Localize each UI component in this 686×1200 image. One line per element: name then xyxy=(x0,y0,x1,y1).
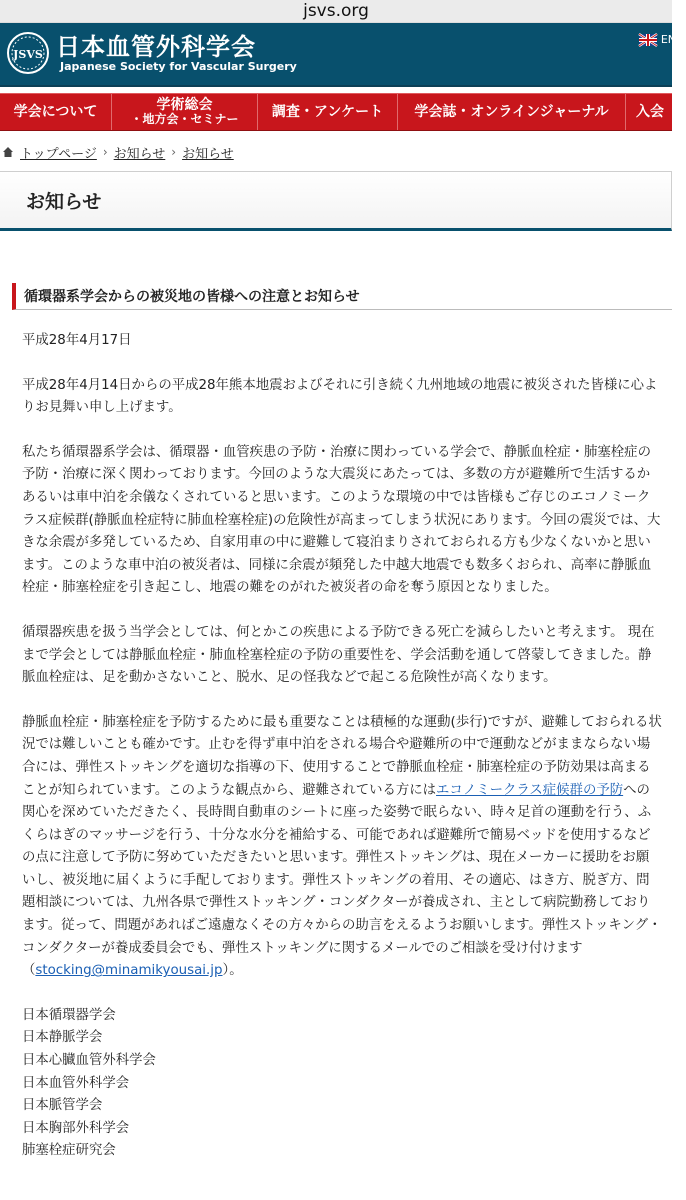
jsvs-logo-icon[interactable] xyxy=(6,31,50,75)
chevron-right-icon: › xyxy=(102,145,108,159)
org-list xyxy=(22,1005,662,1163)
economy-class-link[interactable]: エコノミークラス症候群の予防 xyxy=(436,782,624,798)
chevron-right-icon: › xyxy=(171,145,177,159)
list-item: 日本循環器学会 xyxy=(22,1007,116,1023)
nav-about-label: 学会について xyxy=(13,104,98,120)
email-link[interactable]: stocking@minamikyousai.jp xyxy=(35,963,223,979)
url-text: jsvs.org xyxy=(303,1,369,21)
browser-url-bar[interactable] xyxy=(0,0,672,23)
nav-meetings-sub: ・地方会・セミナー xyxy=(130,112,239,126)
site-title-en: Japanese Society for Vascular Surgery xyxy=(60,60,297,73)
paragraph-1: 平成28年4月14日からの平成28年熊本地震およびそれに引き続く九州地域の地震に被災された皆様に心よりお見舞い申し上げます。 xyxy=(22,377,658,416)
paragraph-4-text-a: 静脈血栓症・肺塞栓症を予防するために最も重要なことは積極的な運動(歩行)ですが、避難しておられる状況では難しいことも確かです。止むを得ず車中泊をされる場合や避難所の中で運動などがままならない場合には、弾性ストッキングを適切な指導の下、使用することで静脈血栓症・肺塞栓症の予防効果は高まることが知られています。このような観点から、避難されている方には xyxy=(22,714,662,798)
list-item: 日本静脈学会 xyxy=(22,1030,103,1046)
list-item: 日本血管外科学会 xyxy=(22,1075,130,1091)
nav-meetings-label: 学術総会 xyxy=(156,97,213,113)
list-item: 日本胸部外科学会 xyxy=(22,1120,130,1136)
global-nav xyxy=(0,93,672,131)
list-item: 日本脈管学会 xyxy=(22,1098,103,1114)
breadcrumb-current[interactable]: お知らせ xyxy=(182,146,234,162)
nav-journal[interactable] xyxy=(398,94,626,130)
article-date: 平成28年4月17日 xyxy=(22,333,132,348)
uk-flag-icon xyxy=(639,34,657,46)
article-body xyxy=(0,330,672,1163)
lang-label: EN xyxy=(660,33,676,46)
paragraph-2: 私たち循環器系学会は、循環器・血管疾患の予防・治療に関わっている学会で、静脈血栓症・肺塞栓症の予防・治療に深く関わっております。今回のような大震災にあたっては、多数の方が避難所で生活するかあるいは車中泊を余儀なくされていると思います。このような環境の中では皆様もご存じのエコノミークラス症候群(静脈血栓症特に肺血栓塞栓症)の危険性が高まってしまう状況にあります。今回の震災では、大きな余震が多発しているため、自家用車の中に避難して寝泊まりされておられる方も少なくないかと思います。このような車中泊の被災者は、同様に余震が頻発した中越大地震でも数多くおられ、高率に静脈血栓症・肺塞栓症を引き起こし、地震の難をのがれた被災者の命を奪う原因となりました。 xyxy=(22,444,661,596)
nav-about[interactable] xyxy=(0,94,112,130)
nav-join[interactable] xyxy=(626,94,686,130)
breadcrumb-home[interactable]: トップページ xyxy=(20,146,97,162)
nav-join-label: 入会 xyxy=(636,104,664,120)
paragraph-4-text-b: への関心を深めていただきたく、長時間自動車のシートに座った姿勢で眠らない、時々足首の運動を行う、ふくらはぎのマッサージを行う、十分な水分を補給する、可能であれば避難所で簡易ベッドを使用するなどの点に注意して予防に努めていただきたいと思います。弾性ストッキングは、現在メーカーに援助をお願いし、被災地に届くように手配しております。弾性ストッキングの着用、その適応、はき方、脱ぎ方、問題相談については、九州各県で弾性ストッキング・コンダクターが養成され、主として病院勤務しております。従って、問題があればご遠慮なくその方々からの助言をえるようお願いします。弾性ストッキング・コンダクターが養成委員会でも、弾性ストッキングに関するメールでのご相談を受け付けます xyxy=(22,782,662,956)
nav-journal-label: 学会誌・オンラインジャーナル xyxy=(414,104,609,120)
home-icon xyxy=(2,146,14,158)
breadcrumb-news[interactable]: お知らせ xyxy=(113,146,166,162)
list-item: 日本心臓血管外科学会 xyxy=(22,1053,156,1069)
email-open: （ xyxy=(22,963,36,979)
svg-text:JSVS: JSVS xyxy=(13,48,43,61)
language-switch[interactable] xyxy=(639,33,676,46)
nav-meetings[interactable] xyxy=(112,94,258,130)
site-title-jp[interactable]: 日本血管外科学会 xyxy=(56,32,256,61)
email-close: ）。 xyxy=(222,963,243,979)
page-title: お知らせ xyxy=(0,171,672,231)
paragraph-4 xyxy=(22,712,662,983)
breadcrumb xyxy=(0,137,672,167)
nav-survey[interactable] xyxy=(258,94,398,130)
article-heading: 循環器系学会からの被災地の皆様への注意とお知らせ xyxy=(12,283,672,310)
paragraph-3: 循環器疾患を扱う当学会としては、何とかこの疾患による予防できる死亡を減らしたいと考えます。 現在まで学会としては静脈血栓症・肺血栓塞栓症の予防の重要性を、学会活動を通して啓蒙してきました。静脈血栓症は、足を動かさないこと、脱水、足の怪我などで起こる危険性が高くなります。 xyxy=(22,624,655,686)
nav-survey-label: 調査・アンケート xyxy=(271,104,384,120)
list-item: 肺塞栓症研究会 xyxy=(22,1143,116,1159)
site-header xyxy=(0,23,676,87)
